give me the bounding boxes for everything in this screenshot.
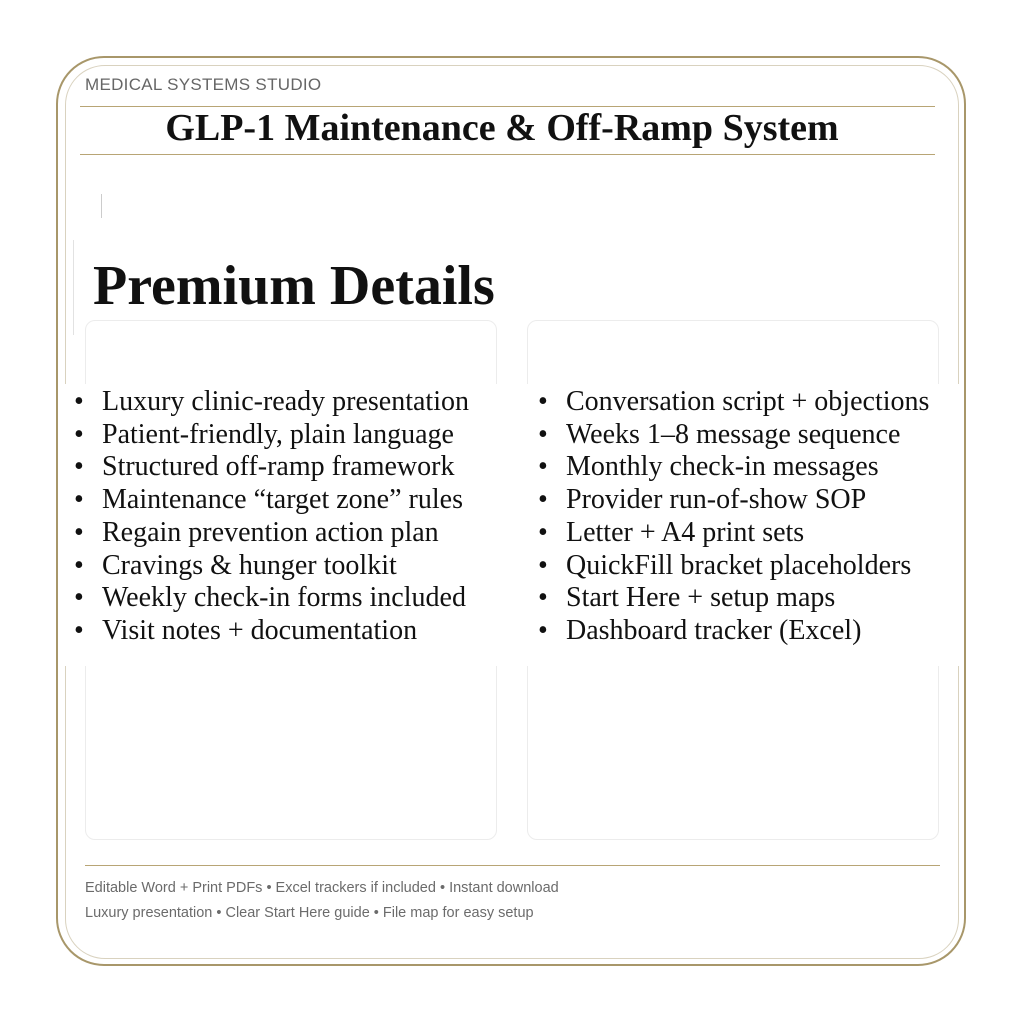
feature-item (74, 386, 469, 419)
feature-item (538, 517, 929, 550)
bullet-icon: • (538, 614, 548, 646)
feature-item (538, 451, 929, 484)
feature-item (538, 550, 929, 583)
feature-item-label: Maintenance “target zone” rules (102, 484, 463, 516)
feature-item (538, 419, 929, 452)
bullet-icon: • (538, 582, 548, 614)
feature-item-label: Weeks 1–8 message sequence (566, 418, 901, 450)
studio-label: MEDICAL SYSTEMS STUDIO (85, 75, 322, 94)
feature-item-label: Regain prevention action plan (102, 516, 439, 548)
bullet-icon: • (74, 582, 84, 614)
bullet-icon: • (538, 386, 548, 417)
bullet-icon: • (74, 549, 84, 581)
feature-item-label: Provider run-of-show SOP (566, 484, 867, 516)
feature-item (74, 451, 469, 484)
feature-item-label: Weekly check-in forms included (102, 582, 466, 614)
bullet-icon: • (74, 516, 84, 548)
feature-list-left (74, 386, 469, 648)
feature-item-label: Patient-friendly, plain language (102, 418, 454, 450)
header-bottom-rule (80, 154, 935, 155)
bullet-icon: • (74, 386, 84, 417)
feature-item-label: Cravings & hunger toolkit (102, 549, 397, 581)
bullet-icon: • (538, 418, 548, 450)
page-title: GLP-1 Maintenance & Off-Ramp System (165, 107, 839, 149)
feature-item-label: Visit notes + documentation (102, 614, 418, 646)
feature-item (538, 386, 929, 419)
footer-rule (85, 865, 940, 866)
feature-item (74, 615, 469, 648)
bullet-icon: • (74, 484, 84, 516)
feature-item-label: Conversation script + objections (566, 386, 930, 417)
bullet-icon: • (74, 451, 84, 483)
bullet-icon: • (74, 418, 84, 450)
feature-list-right (538, 386, 929, 648)
feature-item-label: Monthly check-in messages (566, 451, 879, 483)
feature-item-label: Start Here + setup maps (566, 582, 836, 614)
bullet-icon: • (538, 451, 548, 483)
feature-item-label: Letter + A4 print sets (566, 516, 805, 548)
bullet-icon: • (74, 614, 84, 646)
feature-item-label: Luxury clinic-ready presentation (102, 386, 469, 417)
section-title: Premium Details (93, 255, 495, 317)
bullet-icon: • (538, 516, 548, 548)
bullet-icon: • (538, 484, 548, 516)
feature-item-label: QuickFill bracket placeholders (566, 549, 912, 581)
divider-line (73, 240, 74, 335)
footer-line-1: Editable Word + Print PDFs • Excel trackers if included • Instant download (85, 880, 559, 896)
feature-item (74, 550, 469, 583)
divider-tick (101, 194, 102, 218)
feature-item (538, 615, 929, 648)
feature-item (538, 484, 929, 517)
feature-item (538, 582, 929, 615)
feature-item (74, 419, 469, 452)
feature-item (74, 517, 469, 550)
feature-item-label: Structured off-ramp framework (102, 451, 455, 483)
feature-item-label: Dashboard tracker (Excel) (566, 614, 862, 646)
feature-item (74, 582, 469, 615)
feature-item (74, 484, 469, 517)
footer-line-2: Luxury presentation • Clear Start Here guide • File map for easy setup (85, 905, 534, 921)
bullet-icon: • (538, 549, 548, 581)
